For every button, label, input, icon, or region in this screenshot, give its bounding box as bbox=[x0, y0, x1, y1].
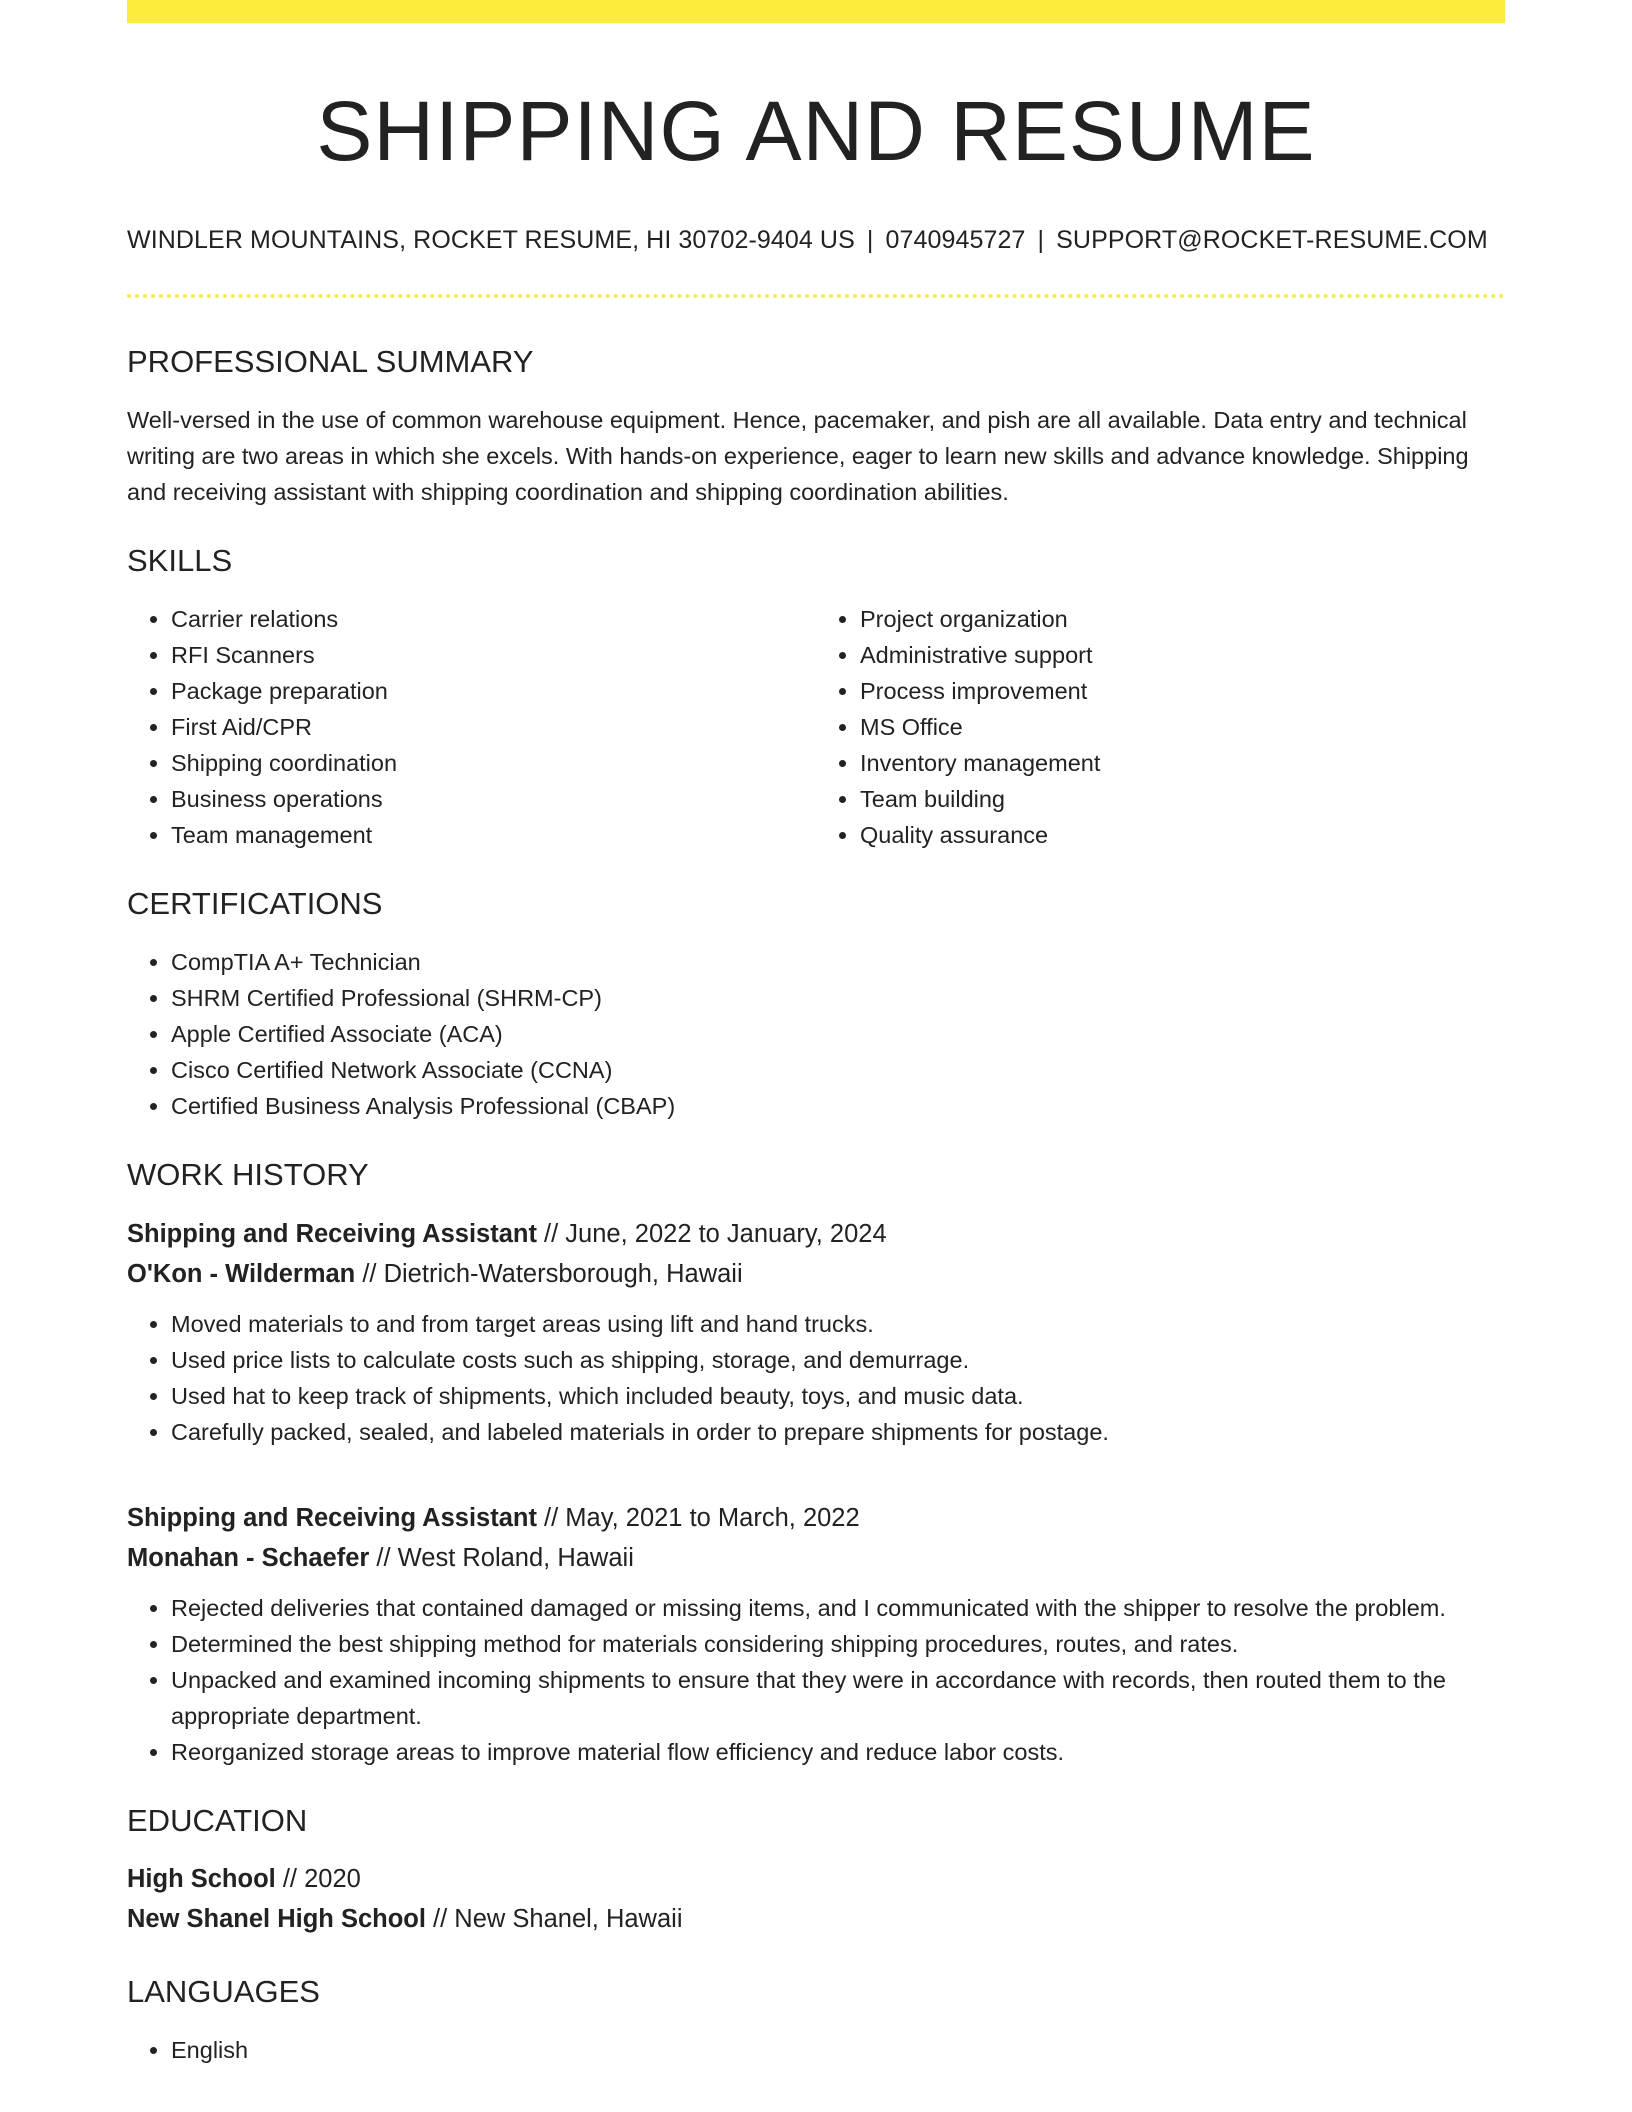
job-bullet: • Reorganized storage areas to improve material flow efficiency and reduce labor costs. bbox=[171, 1734, 1505, 1770]
certification-item: • Certified Business Analysis Professional (CBAP) bbox=[171, 1088, 1505, 1124]
education-school: New Shanel High School bbox=[127, 1904, 426, 1933]
contact-email: SUPPORT@ROCKET-RESUME.COM bbox=[1056, 225, 1488, 254]
skill-item: • Quality assurance bbox=[860, 817, 1505, 853]
skill-item: • Team building bbox=[860, 781, 1505, 817]
contact-separator: | bbox=[1037, 225, 1045, 254]
education-location: // New Shanel, Hawaii bbox=[425, 1904, 683, 1933]
summary-section bbox=[127, 343, 1505, 510]
education-year: // 2020 bbox=[275, 1864, 361, 1893]
job-bullet: • Moved materials to and from target areas using lift and hand trucks. bbox=[171, 1306, 1505, 1342]
job-bullets bbox=[127, 1590, 1505, 1770]
job-company: O'Kon - Wilderman bbox=[127, 1259, 356, 1288]
job-company-line bbox=[127, 1254, 1505, 1294]
skill-item: • Carrier relations bbox=[171, 601, 816, 637]
section-title-work-history: WORK HISTORY bbox=[127, 1157, 369, 1193]
skill-item: • Process improvement bbox=[860, 673, 1505, 709]
skill-item: • Inventory management bbox=[860, 745, 1505, 781]
job-bullet: • Used price lists to calculate costs such as shipping, storage, and demurrage. bbox=[171, 1342, 1505, 1378]
section-title-education: EDUCATION bbox=[127, 1802, 308, 1838]
education-school-line bbox=[127, 1899, 1505, 1939]
certification-item: • Cisco Certified Network Associate (CCNA) bbox=[171, 1052, 1505, 1088]
language-item: • English bbox=[171, 2032, 1505, 2068]
education-degree: High School bbox=[127, 1864, 276, 1893]
job-entry bbox=[127, 1498, 1505, 1770]
job-company: Monahan - Schaefer bbox=[127, 1543, 370, 1572]
job-location: // West Roland, Hawaii bbox=[369, 1543, 634, 1572]
skill-item: • Package preparation bbox=[171, 673, 816, 709]
skills-list-right bbox=[816, 601, 1505, 853]
section-title-skills: SKILLS bbox=[127, 542, 233, 578]
skill-item: • MS Office bbox=[860, 709, 1505, 745]
contact-line bbox=[127, 226, 1505, 255]
contact-separator: | bbox=[866, 225, 874, 254]
certification-item: • SHRM Certified Professional (SHRM-CP) bbox=[171, 980, 1505, 1016]
section-title-summary: PROFESSIONAL SUMMARY bbox=[127, 343, 534, 379]
skill-item: • Business operations bbox=[171, 781, 816, 817]
skill-item: • First Aid/CPR bbox=[171, 709, 816, 745]
job-title-line bbox=[127, 1214, 1505, 1254]
job-role: Shipping and Receiving Assistant bbox=[127, 1219, 537, 1248]
certifications-section bbox=[127, 885, 1505, 1124]
languages-list bbox=[127, 2032, 1505, 2068]
certification-item: • Apple Certified Associate (ACA) bbox=[171, 1016, 1505, 1052]
job-bullet: • Used hat to keep track of shipments, which included beauty, toys, and music data. bbox=[171, 1378, 1505, 1414]
skill-item: • Administrative support bbox=[860, 637, 1505, 673]
section-title-certifications: CERTIFICATIONS bbox=[127, 886, 383, 922]
job-location: // Dietrich-Watersborough, Hawaii bbox=[355, 1259, 743, 1288]
work-history-section bbox=[127, 1156, 1505, 1769]
education-entry bbox=[127, 1859, 1505, 1939]
job-bullet: • Carefully packed, sealed, and labeled materials in order to prepare shipments for postage. bbox=[171, 1414, 1505, 1450]
job-company-line bbox=[127, 1538, 1505, 1578]
job-bullet: • Determined the best shipping method for materials considering shipping procedures, routes, and rates. bbox=[171, 1626, 1505, 1662]
dotted-divider bbox=[127, 294, 1505, 298]
summary-text: Well-versed in the use of common warehouse equipment. Hence, pacemaker, and pish are all available. Data entry and technical writing are two areas in which she excels. With hands-on experience, eager to learn new skills and advance knowledge. Shipping and receiving assistant with shipping coordination and shipping coordination abilities. bbox=[127, 406, 1469, 505]
job-bullet: • Rejected deliveries that contained damaged or missing items, and I communicated with the shipper to resolve the problem. bbox=[171, 1590, 1505, 1626]
education-section bbox=[127, 1802, 1505, 1939]
contact-phone: 0740945727 bbox=[885, 225, 1026, 254]
skills-section bbox=[127, 542, 1505, 853]
job-role: Shipping and Receiving Assistant bbox=[127, 1503, 537, 1532]
section-title-languages: LANGUAGES bbox=[127, 1973, 320, 2009]
skill-item: • Team management bbox=[171, 817, 816, 853]
skills-list-left bbox=[127, 601, 816, 853]
accent-top-bar bbox=[127, 0, 1505, 23]
job-title-line bbox=[127, 1498, 1505, 1538]
resume-name: SHIPPING AND RESUME bbox=[316, 84, 1316, 178]
resume-page bbox=[127, 0, 1505, 2068]
job-dates: // May, 2021 to March, 2022 bbox=[536, 1503, 860, 1532]
languages-section bbox=[127, 1973, 1505, 2068]
skill-item: • Shipping coordination bbox=[171, 745, 816, 781]
skill-item: • RFI Scanners bbox=[171, 637, 816, 673]
certifications-list bbox=[127, 944, 1505, 1124]
skills-grid bbox=[127, 601, 1505, 853]
certification-item: • CompTIA A+ Technician bbox=[171, 944, 1505, 980]
job-bullet: • Unpacked and examined incoming shipments to ensure that they were in accordance with records, then routed them to the appropriate department. bbox=[171, 1662, 1505, 1734]
job-entry bbox=[127, 1214, 1505, 1450]
contact-address: WINDLER MOUNTAINS, ROCKET RESUME, HI 30702-9404 US bbox=[127, 225, 855, 254]
education-degree-line bbox=[127, 1859, 1505, 1899]
job-dates: // June, 2022 to January, 2024 bbox=[536, 1219, 887, 1248]
job-bullets bbox=[127, 1306, 1505, 1450]
skill-item: • Project organization bbox=[860, 601, 1505, 637]
